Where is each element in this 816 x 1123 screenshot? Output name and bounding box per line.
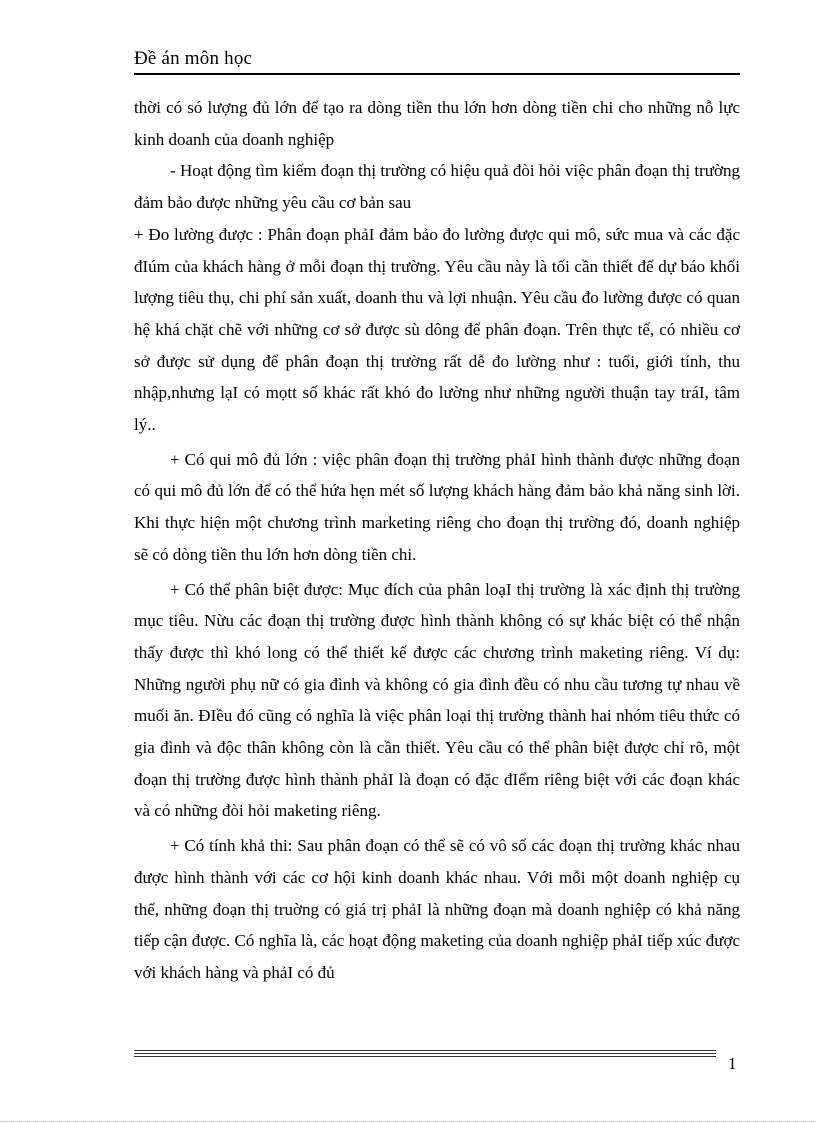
header-title: Đề án môn học [134,48,253,69]
paragraph: + Có qui mô đủ lớn : việc phân đoạn thị trường phảI hình thành được những đoạn có qui mô đủ lớn để có thể hứa hẹn mét số lượng khách hàng đảm bảo khả năng sinh lời. Khi thực hiện một chương trình marketing riêng cho đoạn thị trường đó, doanh nghiệp sẽ có dòng tiền thu lớn hơn dòng tiền chi. [134,449,740,564]
paragraph: + Đo lường được : Phân đoạn phảI đảm bảo đo lường được qui mô, sức mua và các đặc đIúm của khách hàng ở mỗi đoạn thị trường. Yêu cầu này là tối cần thiết để dự báo khối lượng tiêu thụ, chi phí sản xuất, doanh thu và lợi nhuận. Yêu cầu đo lường được có quan hệ khá chặt chẽ với những cơ sở được sù dông để phân đoạn. Trên thực tế, có nhiều cơ sở được sử dụng để phân đoạn thị trường rất dễ đo lường như : tuổi, giới tính, thu nhập,nhưng lạI có mọtt số khác rất khó đo lường như những người thuận tay tráI, tâm lý.. [134,224,740,435]
footer-rule [134,1050,716,1051]
page-edge [0,1121,816,1122]
footer-rule [134,1053,716,1054]
page-number: 1 [728,1054,737,1073]
paragraph: - Hoạt động tìm kiếm đoạn thị trường có hiệu quả đòi hỏi việc phân đoạn thị trường đảm bảo được những yêu cầu cơ bản sau [134,161,740,213]
paragraph: thời có só lượng đủ lớn để tạo ra dòng tiền thu lớn hơn dòng tiền chi cho những nỗ lực kinh doanh của doanh nghiệp [134,98,740,149]
paragraph: + Có tính khả thi: Sau phân đoạn có thể sẽ có vô số các đoạn thị trường khác nhau được hình thành với các cơ hội kinh doanh khác nhau. Với mỗi một doanh nghiệp cụ thể, những đoạn thị truờng có giá trị phảI là những đoạn mà doanh nghiệp có khả năng tiếp cận được. Có nghĩa là, các hoạt động maketing của doanh nghiệp phảI tiếp xúc được với khách hàng và phảI có đủ [134,836,740,982]
body-text [134,92,740,989]
footer-rule [134,1056,716,1057]
paragraph: + Có thể phân biệt được: Mục đích của phân loạI thị trường là xác định thị trường mục tiêu. Nừu các đoạn thị trường được hình thành không có sự khác biệt có thể nhận thấy được thì khó long có thể thiết kế được các chương trình maketing riêng. Ví dụ: Những người phụ nữ có gia đình và không có gia đình đều có nhu cầu tương tự nhau về muối ăn. ĐIều đó cũng có nghĩa là việc phân loại thị trường thành hai nhóm tiêu thức có gia đình và độc thân không còn là cần thiết. Yêu cầu có thể phân biệt được chỉ rõ, một đoạn thị trường được hình thành phảI là đoạn có đặc đIểm riêng biệt với các đoạn khác và có những đòi hỏi maketing riêng. [134,579,740,821]
header-rule [134,73,740,75]
page-header [134,47,740,71]
